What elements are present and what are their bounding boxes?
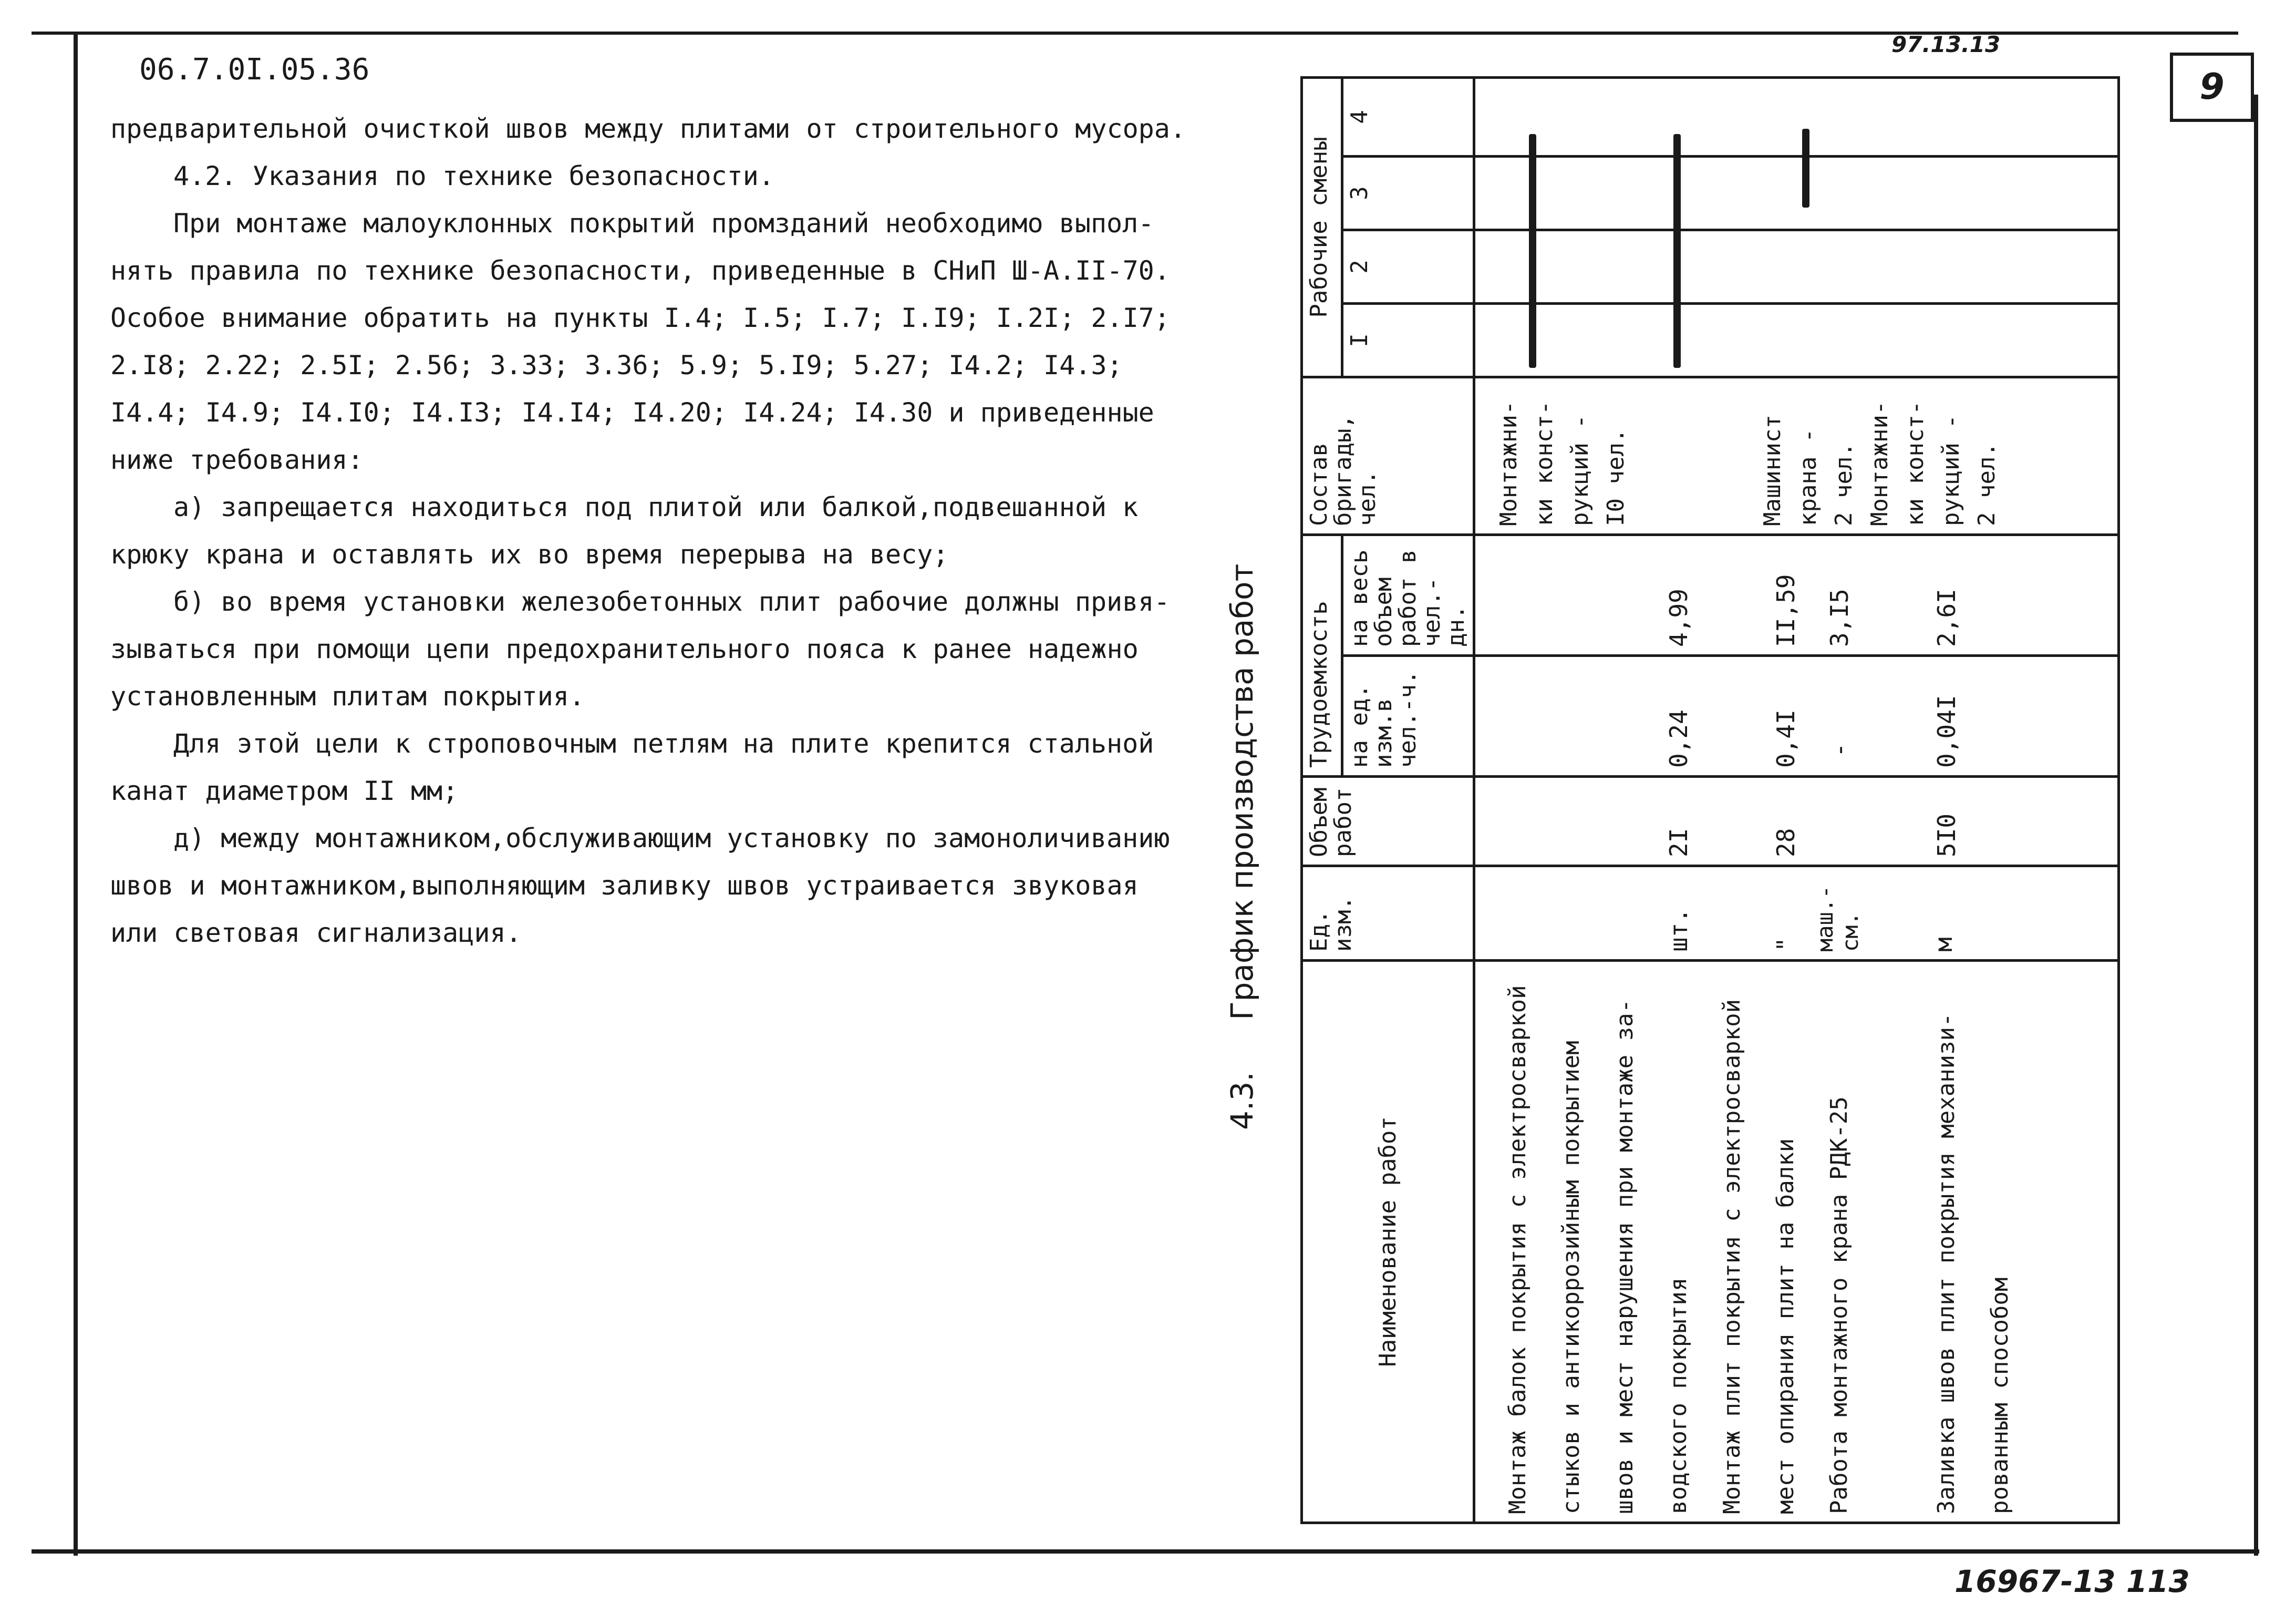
text-line: ниже требования: bbox=[110, 445, 364, 475]
shift-cell-3 bbox=[1474, 156, 2119, 230]
volume-value: 28 bbox=[1772, 828, 1801, 857]
crew-line: ки конст- bbox=[1902, 400, 1929, 526]
unit-value: маш.-см. bbox=[1812, 885, 1864, 952]
text-line: При монтаже малоуклонных покрытий промзданий необходимо выпол- bbox=[173, 208, 1154, 239]
page-number: 9 bbox=[2199, 66, 2225, 108]
work-name-line: Работа монтажного крана РДК-25 bbox=[1826, 1096, 1853, 1514]
header-unit: Ед. изм. bbox=[1302, 866, 1474, 961]
crew-line: Машинист bbox=[1759, 415, 1786, 526]
text-line: нять правила по технике безопасности, приведенные в СНиП Ш-А.II-70. bbox=[110, 255, 1170, 286]
unit-value: м bbox=[1929, 937, 1958, 952]
section-title: График производства работ bbox=[1224, 563, 1260, 1020]
schedule-bar-crane bbox=[1673, 134, 1681, 368]
doc-code: 06.7.0I.05.36 bbox=[139, 53, 370, 87]
crew-cell bbox=[1474, 377, 2119, 534]
volume-value: 2I bbox=[1664, 828, 1693, 857]
shift-cell-4 bbox=[1474, 77, 2119, 156]
schedule-bar-beams bbox=[1529, 134, 1536, 368]
header-labor-total: на весь объем работ в чел.-дн. bbox=[1342, 534, 1474, 655]
text-line: крюку крана и оставлять их во время перерыва на весу; bbox=[110, 539, 949, 570]
text-line: зываться при помощи цепи предохранительного пояса к ранее надежно bbox=[110, 634, 1139, 664]
text-line: установленным плитам покрытия. bbox=[110, 681, 585, 712]
header-shift-4: 4 bbox=[1342, 77, 1474, 156]
text-line: б) во время установки железобетонных плит рабочие должны привя- bbox=[173, 587, 1170, 617]
table-body-row bbox=[1474, 77, 2119, 1523]
crew-line: Монтажни- bbox=[1495, 400, 1523, 526]
labor-total-value: II,59 bbox=[1772, 574, 1801, 647]
shift-cell-2 bbox=[1474, 230, 2119, 303]
frame-right-line bbox=[2254, 95, 2258, 1556]
bottom-stamp: 16967-13 113 bbox=[1954, 1564, 2190, 1599]
frame-bottom-line bbox=[32, 1549, 2259, 1554]
work-name-line: водского покрытия bbox=[1665, 1277, 1692, 1514]
section-heading: 4.2. Указания по технике безопасности. bbox=[173, 161, 774, 191]
volumes-cell bbox=[1474, 777, 2119, 866]
units-cell bbox=[1474, 866, 2119, 961]
labor-total-cell bbox=[1474, 534, 2119, 655]
shift-cell-1 bbox=[1474, 303, 2119, 377]
crew-line: рукций - bbox=[1938, 415, 1965, 526]
crew-line: крана - bbox=[1795, 428, 1822, 526]
work-name-line: швов и мест нарушения при монтаже за- bbox=[1611, 999, 1639, 1514]
text-line: 2.I8; 2.22; 2.5I; 2.56; 3.33; 3.36; 5.9; 5.I9; 5.27; I4.2; I4.3; bbox=[110, 350, 1123, 381]
work-name-line: стыков и антикоррозийным покрытием bbox=[1558, 1041, 1585, 1514]
crew-line: Монтажни- bbox=[1866, 400, 1894, 526]
text-line: Для этой цели к строповочным петлям на плите крепится стальной bbox=[173, 728, 1154, 759]
text-line: канат диаметром II мм; bbox=[110, 776, 459, 806]
header-crew: Состав бригады, чел. bbox=[1302, 377, 1474, 534]
schedule-title bbox=[1224, 564, 1260, 1130]
work-name-line: Монтаж плит покрытия с электросваркой bbox=[1719, 999, 1746, 1514]
text-line: I4.4; I4.9; I4.I0; I4.I3; I4.I4; I4.20; I4.24; I4.30 и приведенные bbox=[110, 397, 1154, 428]
page-number-box bbox=[2170, 53, 2254, 122]
body-text bbox=[110, 105, 1186, 957]
text-line: предварительной очисткой швов между плитами от строительного мусора. bbox=[110, 114, 1186, 144]
labor-total-value: 4,99 bbox=[1664, 589, 1693, 647]
header-shifts: Рабочие смены bbox=[1302, 77, 1342, 377]
unit-value: " bbox=[1772, 937, 1801, 952]
work-name-line: Заливка швов плит покрытия механизи- bbox=[1933, 1013, 1960, 1514]
labor-unit-cell bbox=[1474, 656, 2119, 777]
text-line: или световая сигнализация. bbox=[110, 918, 522, 948]
header-labor-unit: на ед. изм.в чел.-ч. bbox=[1342, 656, 1474, 777]
header-shift-2: 2 bbox=[1342, 230, 1474, 303]
labor-total-value: 3,I5 bbox=[1825, 589, 1854, 647]
frame-left-line bbox=[74, 32, 78, 1556]
work-names-cell bbox=[1474, 961, 2119, 1523]
schedule-bar-grouting bbox=[1802, 129, 1809, 208]
header-volume: Объем работ bbox=[1302, 777, 1474, 866]
work-name-line: Монтаж балок покрытия с электросваркой bbox=[1504, 985, 1532, 1514]
labor-unit-value: - bbox=[1825, 743, 1854, 757]
header-labor: Трудоемкость bbox=[1302, 534, 1342, 776]
section-number: 4.3. bbox=[1224, 1072, 1260, 1130]
volume-value: 5I0 bbox=[1932, 813, 1961, 857]
work-name-line: рованным способом bbox=[1987, 1277, 2014, 1514]
header-name: Наименование работ bbox=[1302, 961, 1474, 1523]
crew-line: 2 чел. bbox=[1973, 443, 2001, 526]
schedule-table-wrap bbox=[1300, 79, 2120, 1524]
labor-unit-value: 0,4I bbox=[1772, 710, 1801, 768]
schedule-table bbox=[1300, 79, 2120, 1524]
work-name-line: мест опирания плит на балки bbox=[1772, 1138, 1799, 1514]
header-shift-1: I bbox=[1342, 303, 1474, 377]
top-right-stamp: 97.13.13 bbox=[1891, 32, 2001, 57]
labor-total-value: 2,6I bbox=[1932, 589, 1961, 647]
text-line: а) запрещается находиться под плитой или балкой,подвешанной к bbox=[173, 492, 1139, 522]
header-shift-3: 3 bbox=[1342, 156, 1474, 230]
text-line: Особое внимание обратить на пункты I.4; I.5; I.7; I.I9; I.2I; 2.I7; bbox=[110, 303, 1170, 333]
crew-line: ки конст- bbox=[1531, 400, 1558, 526]
crew-line: рукций - bbox=[1567, 415, 1594, 526]
crew-line: 2 чел. bbox=[1830, 443, 1858, 526]
crew-line: I0 чел. bbox=[1602, 428, 1630, 526]
labor-unit-value: 0,04I bbox=[1932, 695, 1961, 768]
labor-unit-value: 0,24 bbox=[1664, 710, 1693, 768]
text-line: швов и монтажником,выполняющим заливку швов устраивается звуковая bbox=[110, 870, 1139, 901]
text-line: д) между монтажником,обслуживающим установку по замоноличиванию bbox=[173, 823, 1170, 854]
unit-value: шт. bbox=[1664, 908, 1693, 952]
